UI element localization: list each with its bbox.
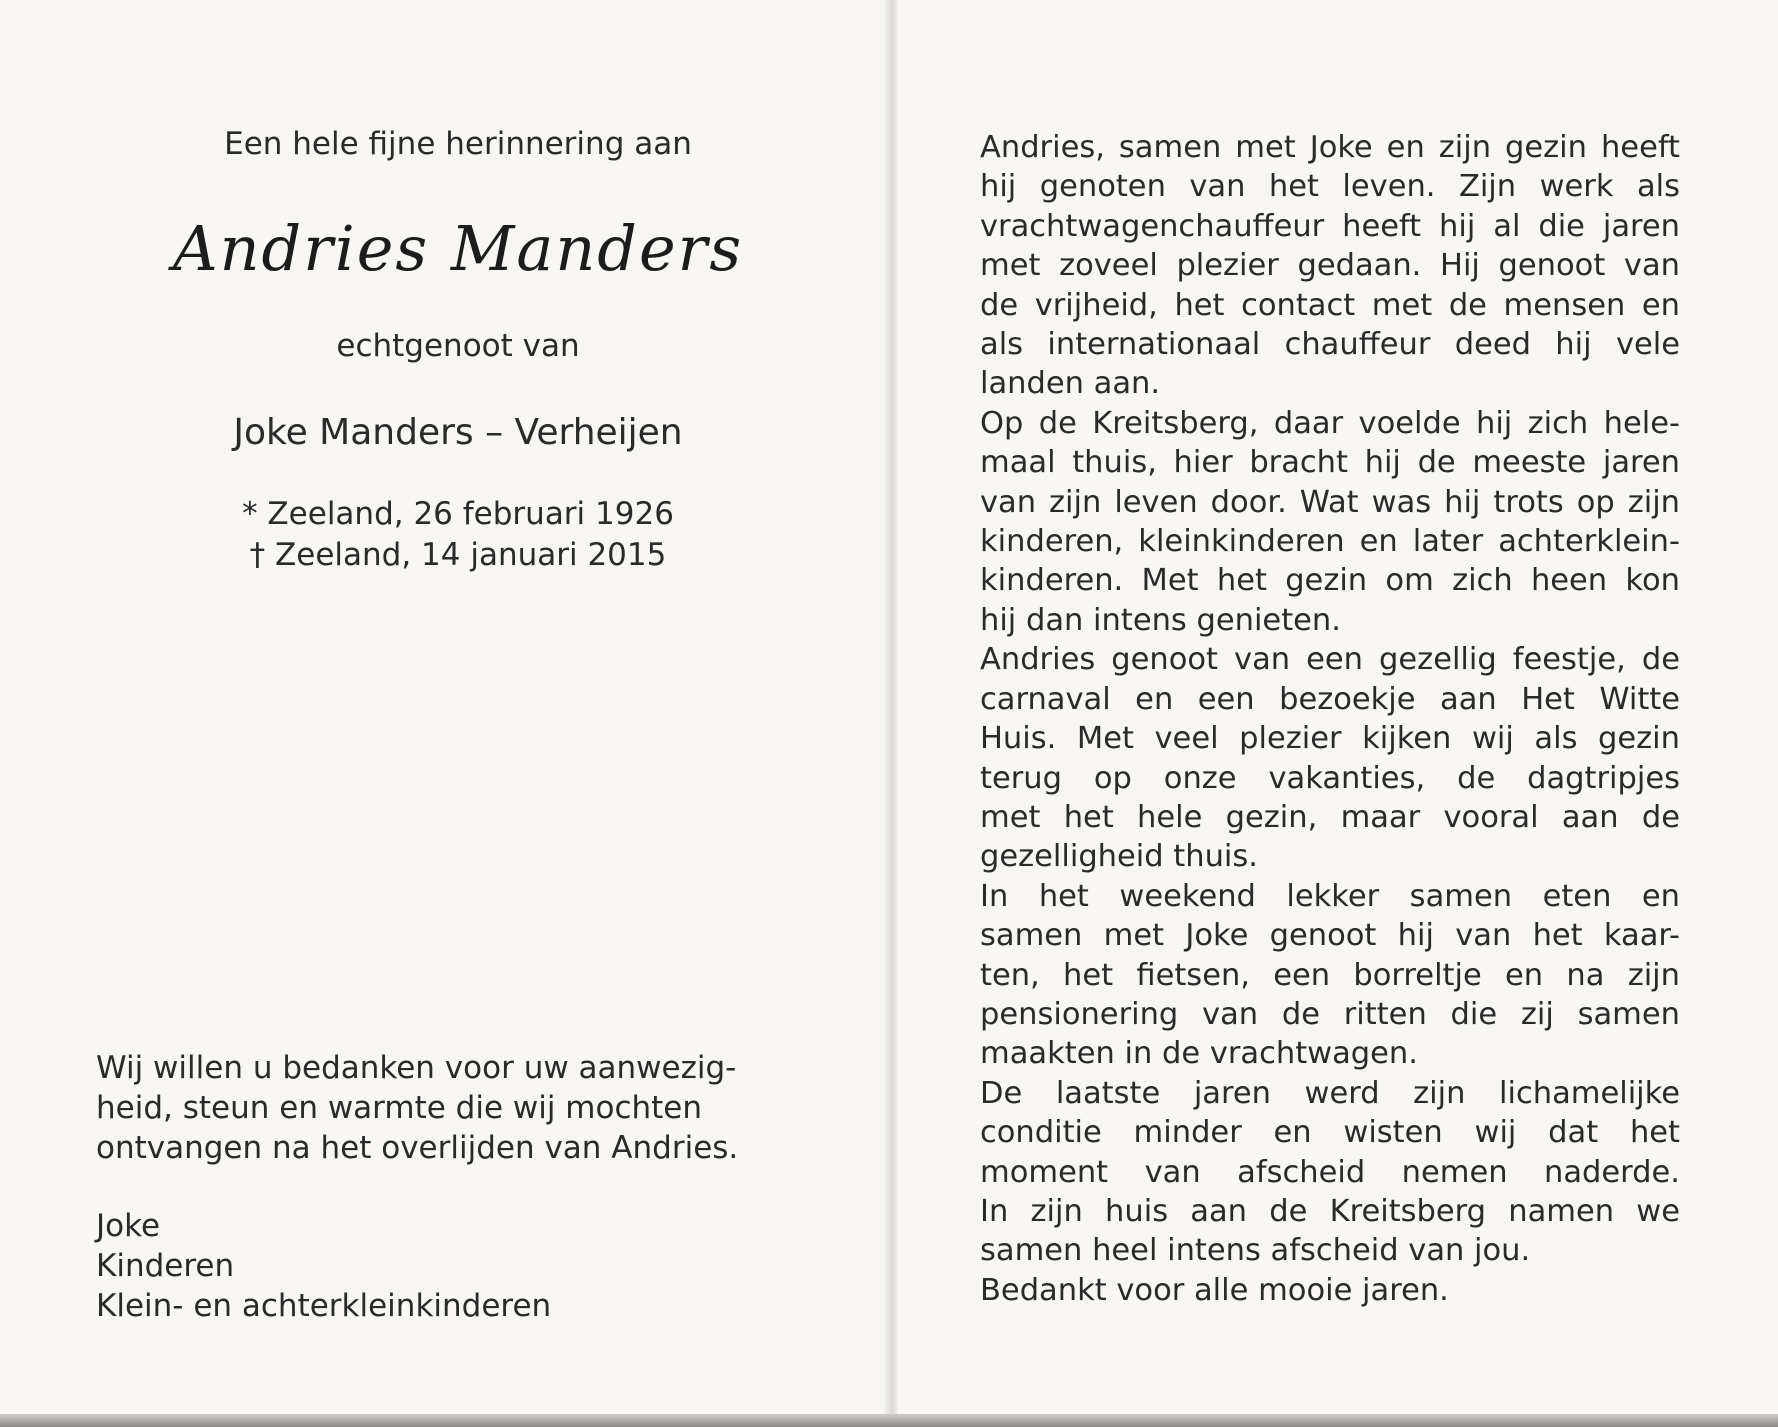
story-line: ten, het fietsen, een borreltje en na zijn: [980, 957, 1680, 993]
story-line: conditie minder en wisten wij dat het: [980, 1115, 1680, 1151]
story-line: als internationaal chauffeur deed hij vele: [980, 327, 1680, 363]
story-line: maal thuis, hier bracht hij de meeste jaren: [980, 445, 1680, 481]
story-line: In zijn huis aan de Kreitsberg namen we: [980, 1193, 1680, 1229]
signoff-line: Kinderen: [96, 1248, 235, 1284]
left-panel: [0, 0, 884, 1414]
story-line: hij dan intens genieten.: [980, 602, 1341, 638]
story-line: kinderen, kleinkinderen en later achterklein-: [980, 524, 1680, 560]
story-line: samen met Joke genoot hij van het kaar-: [980, 918, 1680, 954]
story-line: In het weekend lekker samen eten en: [980, 878, 1680, 914]
death-line: † Zeeland, 14 januari 2015: [249, 537, 667, 573]
scan-edge: [0, 1414, 1778, 1427]
spouse-name: Joke Manders – Verheijen: [233, 412, 683, 453]
thanks-line: ontvangen na het overlijden van Andries.: [96, 1130, 739, 1166]
story-line: Andries, samen met Joke en zijn gezin heeft: [980, 130, 1680, 165]
story-line: carnaval en een bezoekje aan Het Witte: [980, 681, 1680, 717]
story-line: pensionering van de ritten die zij samen: [980, 996, 1680, 1032]
story-line: Huis. Met veel plezier kijken wij als gezin: [980, 721, 1680, 757]
story-line: samen heel intens afscheid van jou.: [980, 1233, 1531, 1269]
signoff-line: Joke: [96, 1208, 161, 1244]
story-line: met het hele gezin, maar vooral aan de: [980, 799, 1680, 835]
deceased-name: Andries Manders: [172, 212, 744, 285]
thanks-paragraph: [96, 1048, 816, 1168]
story-line: van zijn leven door. Wat was hij trots op zijn: [980, 484, 1680, 520]
story-line: Op de Kreitsberg, daar voelde hij zich hele-: [980, 405, 1680, 441]
thanks-line: Wij willen u bedanken voor uw aanwezig-: [96, 1050, 737, 1086]
relation-text: echtgenoot van: [336, 328, 580, 364]
story-line: de vrijheid, het contact met de mensen en: [980, 287, 1680, 323]
story-line: vrachtwagenchauffeur heeft hij al die jaren: [980, 208, 1680, 244]
signoff-line: Klein- en achterkleinkinderen: [96, 1288, 552, 1324]
card-fold: [884, 0, 898, 1420]
thanks-line: heid, steun en warmte die wij mochten: [96, 1090, 703, 1126]
story-line: maakten in de vrachtwagen.: [980, 1036, 1418, 1072]
story-line: hij genoten van het leven. Zijn werk als: [980, 169, 1680, 205]
story-line: moment van afscheid nemen naderde.: [980, 1154, 1680, 1190]
story-line: gezelligheid thuis.: [980, 839, 1258, 875]
story-line: De laatste jaren werd zijn lichamelijke: [980, 1075, 1680, 1111]
story-line: landen aan.: [980, 366, 1161, 402]
story-line: kinderen. Met het gezin om zich heen kon: [980, 563, 1680, 599]
story-line: met zoveel plezier gedaan. Hij genoot van: [980, 248, 1680, 284]
story-line: Bedankt voor alle mooie jaren.: [980, 1272, 1449, 1308]
right-panel: [898, 0, 1778, 1414]
life-story: [980, 128, 1680, 1310]
signoff: [96, 1206, 551, 1326]
story-line: Andries genoot van een gezellig feestje, de: [980, 642, 1680, 678]
story-line: terug op onze vakanties, de dagtripjes: [980, 760, 1680, 796]
intro-text: Een hele fijne herinnering aan: [224, 126, 692, 162]
birth-line: * Zeeland, 26 februari 1926: [242, 496, 674, 532]
